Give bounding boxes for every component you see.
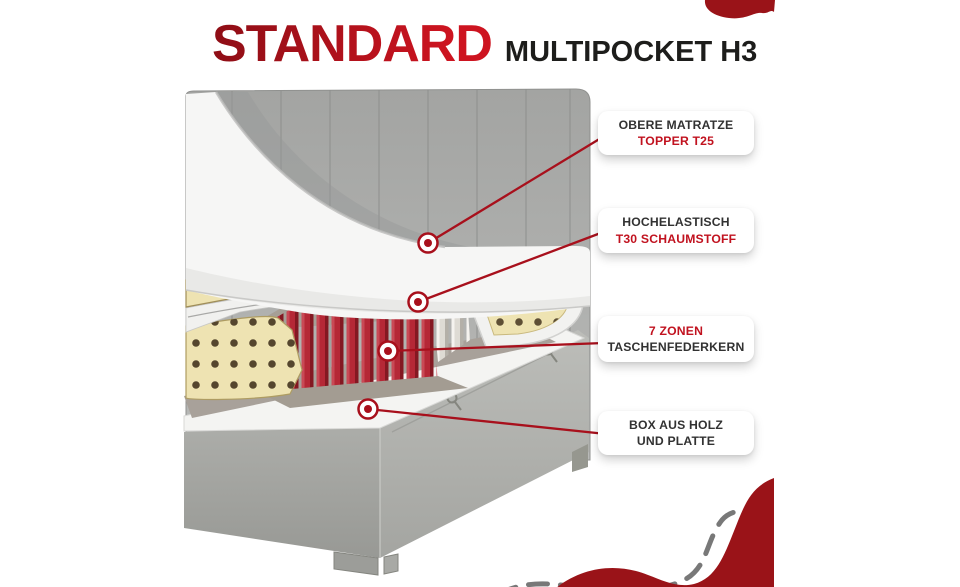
callout-card-foam (598, 208, 754, 253)
connector-dot-springs (379, 342, 398, 361)
bed-illustration (184, 89, 590, 575)
callout-line: BOX AUS HOLZ (628, 417, 724, 432)
decor-blob-bottom-right (556, 478, 774, 587)
title-primary: STANDARD (212, 15, 492, 73)
callout-line-highlight: 7 ZONEN (648, 323, 704, 338)
decor-blob-top-right (705, 0, 775, 18)
callout-card-topper (598, 111, 754, 155)
connector-dot-topper (419, 234, 438, 253)
box-left-face (184, 426, 380, 558)
callout-card-springs (598, 316, 754, 362)
bed-foot (384, 554, 398, 574)
connector-dot-box (359, 400, 378, 419)
callout-line-highlight: TOPPER T25 (637, 134, 715, 148)
foam-block-left (186, 316, 302, 399)
callout-line: HOCHELASTISCH (622, 215, 730, 230)
callout-line: OBERE MATRATZE (618, 117, 734, 132)
callout-line-highlight: T30 SCHAUMSTOFF (615, 231, 737, 246)
callout-line: TASCHENFEDERKERN (607, 340, 745, 354)
callout-card-box (598, 411, 754, 455)
callout-line: UND PLATTE (636, 434, 716, 448)
connector-dot-foam (409, 293, 428, 312)
title-secondary: MULTIPOCKET H3 (504, 36, 758, 68)
